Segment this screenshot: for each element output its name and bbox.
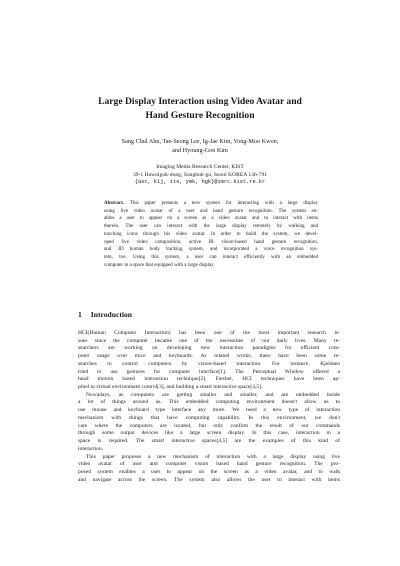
abstract-line bbox=[104, 208, 318, 216]
body-text-line: space is required. The smart interactive spaces[4,5] are the examples of this kind of bbox=[78, 438, 340, 445]
abstract-line bbox=[104, 262, 318, 270]
section-heading bbox=[78, 310, 132, 320]
authors-line-2: and Hyoung-Gon Kim bbox=[172, 147, 228, 154]
title-line-2: Hand Gesture Recognition bbox=[145, 110, 255, 121]
abstract-text: This paper presents a new system for interacting with a large display bbox=[124, 200, 318, 206]
abstract-text: oped live video composition, active IR vision-based hand gesture recognition, bbox=[104, 238, 318, 245]
body-text-line: plied to virtual environment control[3], and building a smart interactive space[4,5]. bbox=[78, 384, 263, 391]
body-text-line: use mouse and keyboard type interface any more. We need a new type of interaction bbox=[78, 407, 340, 414]
abstract-text: computer in a space that equipped with a large display. bbox=[104, 261, 215, 268]
section-number: 1 bbox=[78, 310, 82, 319]
body-text-line: through some output devices like a large screen display. In this case, interaction in a bbox=[78, 430, 340, 437]
body-text-line: care where the computers are located, but only confirm the result of our commands bbox=[78, 422, 340, 429]
paper-title bbox=[60, 95, 340, 123]
body-text-line: interaction. bbox=[78, 445, 104, 452]
body-text-line: tried to use gestures for computer interface[1]. The Perceptual Window offered a bbox=[78, 368, 340, 375]
abstract-block bbox=[104, 200, 318, 269]
affiliation-address: 39-1 Hawolgok-dong, Sungbuk-gu, Seoul KOREA 136-791 bbox=[132, 171, 268, 178]
abstract-text: tem, too. Using this system, a user can interact efficiently with an embedded bbox=[104, 253, 318, 260]
abstract-text: and 3D human body tracking system, and incorporated a voice recognition sys- bbox=[104, 246, 318, 253]
abstract-line bbox=[104, 215, 318, 223]
abstract-line bbox=[104, 246, 318, 254]
abstract-text: touching icons through his video avatar. In order to build the system, we devel- bbox=[104, 230, 318, 237]
abstract-line bbox=[104, 239, 318, 247]
abstract-text: therein. The user can interact with the large display remotely by walking and bbox=[104, 223, 318, 230]
body-text-line: video avatar of user and computer vision based hand gesture recognition. The pro- bbox=[78, 461, 340, 468]
abstract-line bbox=[104, 254, 318, 262]
title-line-1: Large Display Interaction using Video Avatar and bbox=[98, 96, 302, 107]
body-text-line: HCI(Human Computer Interaction) has been one of the most important research is- bbox=[78, 330, 340, 336]
body-text-line: posed system enables a user to appear on the screen as a video avatar, and to walk bbox=[78, 468, 340, 475]
affiliation-emails: {asc, kij, its, ymk, hgk}@imrc.kist.re.kr bbox=[134, 179, 266, 186]
affiliation-institution: Imaging Media Research Center, KIST bbox=[156, 164, 244, 170]
body-text-line: mechanism with things that have computing capability. In this environment, we don't bbox=[78, 414, 340, 421]
abstract-text: using live video avatar of a user and hand gesture recognition. The system en- bbox=[104, 207, 318, 214]
body-text-line: This paper proposes a new mechanism of interaction with a large display using live bbox=[86, 453, 340, 460]
author-list bbox=[60, 137, 340, 155]
affiliation-block bbox=[60, 164, 340, 187]
body-text-line: Nowadays, as computers are getting smaller and smaller, and are embedded inside bbox=[86, 391, 340, 398]
body-text-line: searches to control computers by vision-based interaction. For instance, Kjeldsen bbox=[78, 360, 340, 367]
section-title: Introduction bbox=[90, 310, 133, 319]
body-text-line: puter usage over mice and keyboards. As related works, there have been some re- bbox=[78, 353, 340, 360]
body-text-line: searchers are working on developing new interaction paradigms for efficient com- bbox=[78, 345, 340, 352]
body-text-line: a lot of things around us. This embedded computing environment doesn't allow us to bbox=[78, 399, 340, 406]
body-text-line: head motion based interaction technique[2]. Further, HCI techniques have been ap- bbox=[78, 376, 340, 383]
abstract-text: ables a user to appear on a screen as a video avatar and to interact with items bbox=[104, 215, 318, 222]
body-text-line: sues since the computer became one of the necessities of our daily lives. Many re- bbox=[78, 337, 340, 344]
body-text-line: and navigate across the screen. The system also allows the user to interact with items bbox=[78, 476, 340, 483]
authors-line-1: Sang Chul Ahn, Tae-Seong Lee, Ig-Jae Kim, Yong-Moo Kwon, bbox=[121, 138, 279, 145]
abstract-label: Abstract. bbox=[104, 200, 125, 206]
abstract-line bbox=[104, 200, 318, 208]
introduction-body bbox=[78, 330, 340, 484]
abstract-line bbox=[104, 231, 318, 239]
abstract-line bbox=[104, 223, 318, 231]
